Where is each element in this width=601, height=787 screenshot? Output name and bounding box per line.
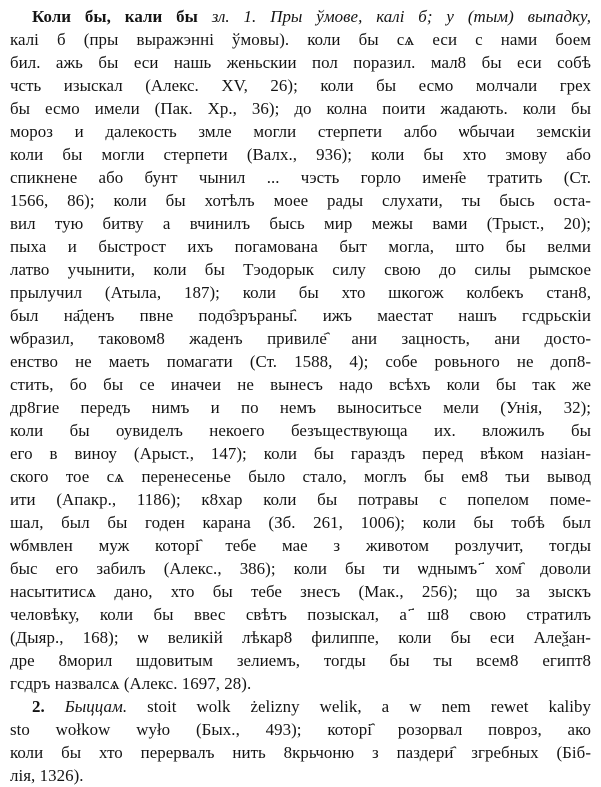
entry-line xyxy=(10,442,591,465)
entry-line xyxy=(10,281,591,304)
sense-1 xyxy=(10,5,591,695)
entry-line xyxy=(10,649,591,672)
entry-line xyxy=(10,258,591,281)
entry-text: спикнене або бунт чынил ... чэсть горло имен҄е тратить (Ст. xyxy=(10,168,591,187)
entry-line xyxy=(10,488,591,511)
entry-line xyxy=(10,235,591,258)
entry-text: гсдръ назвалсѧ (Алекс. 1697, 28). xyxy=(10,674,252,693)
entry-text: мороз и далекость змле могли стерпети албо ѡбычаи земскіи xyxy=(10,122,591,141)
sense-1-definition: зл. 1. Пры ўмове, калі б; у (тым) выпадку, xyxy=(197,7,591,26)
entry-text: калі б (пры выражэнні ўмовы). коли бы сѧ еси с нами боем xyxy=(10,30,591,49)
entry-line xyxy=(10,120,591,143)
entry-text: чсть изыскал (Алекс. XV, 26); коли бы есмо молчали грех xyxy=(10,76,591,95)
entry-text: ского тое сѧ перенесенье было стало, моглъ бы ем8 тьи вывод xyxy=(10,467,591,486)
sense-2 xyxy=(10,695,591,787)
entry-text: (Дыяр., 168); ѡ великій лѣкар8 филиппе, коли бы еси Алеѯан- xyxy=(10,628,591,647)
entry-text: пыха и быстрост ихъ погамована быт могла, што бы велми xyxy=(10,237,591,256)
entry-line xyxy=(10,373,591,396)
headword: Коли бы, кали бы xyxy=(32,7,198,26)
entry-text: прылучил (Атыла, 187); коли бы хто шкогож колбекъ стан8, xyxy=(10,283,591,302)
sense-2-definition: Быццам. xyxy=(44,697,128,716)
entry-line xyxy=(10,465,591,488)
entry-text: бил. ажь бы еси нашь женьскии пол поразил. мал8 бы еси собѣ xyxy=(10,53,591,72)
entry-text: был на҃денъ пвне подо҄зръраны҄. ижъ маестат нашъ гсдрьскіи xyxy=(10,306,591,325)
entry-line xyxy=(10,212,591,235)
entry-line xyxy=(10,51,591,74)
entry-line xyxy=(10,189,591,212)
entry-text: его в виноу (Арыст., 147); коли бы гараздъ перед вѣком назіан- xyxy=(10,444,591,463)
entry-text: быс его забилъ (Алекс., 386); коли бы ти ѡднымъ ҃хом҄ доволи xyxy=(10,559,591,578)
dictionary-entry xyxy=(10,5,591,787)
entry-line xyxy=(10,304,591,327)
entry-line xyxy=(10,764,591,787)
entry-line xyxy=(10,419,591,442)
entry-text: насытитисѧ дано, хто бы тебе знесъ (Мак., 256); що за зыскъ xyxy=(10,582,591,601)
entry-line xyxy=(10,28,591,51)
entry-line xyxy=(10,166,591,189)
entry-text: шал, был бы годен карана (Зб. 261, 1006); коли бы тобѣ был xyxy=(10,513,591,532)
entry-text: коли бы хто перервалъ нить 8крьчоню з паздери҄ згребных (Біб- xyxy=(10,743,591,762)
entry-text: человѣку, коли бы ввес свѣтъ позыскал, а ҃ш8 свою стратилъ xyxy=(10,605,591,624)
entry-line xyxy=(10,695,591,718)
entry-text: латво учынити, коли бы Тэодорык силу свою до силы рымское xyxy=(10,260,591,279)
entry-text: коли бы оувиделъ некоего безъществующа их. вложилъ бы xyxy=(10,421,591,440)
entry-text: sto wołkow wyło (Бых., 493); которі҄ розорвал повроз, ако xyxy=(10,720,591,739)
entry-line xyxy=(10,534,591,557)
entry-line xyxy=(10,718,591,741)
entry-line xyxy=(10,557,591,580)
entry-line xyxy=(10,580,591,603)
entry-line xyxy=(10,97,591,120)
entry-line xyxy=(10,603,591,626)
entry-line xyxy=(10,350,591,373)
entry-text: stoit wolk żelizny welik, a w nem rewet kaliby xyxy=(127,697,591,716)
entry-text: вил тую битву а вчинилъ бысь мир межы вами (Трыст., 20); xyxy=(10,214,591,233)
entry-line xyxy=(10,396,591,419)
entry-text: стить, бо бы се иначеи не вынесъ надо всѣхъ коли бы так же xyxy=(10,375,591,394)
entry-text: енство не маеть помагати (Ст. 1588, 4); собе ровьного не доп8- xyxy=(10,352,591,371)
entry-line xyxy=(10,626,591,649)
entry-line xyxy=(10,741,591,764)
entry-line xyxy=(10,5,591,28)
entry-line xyxy=(10,511,591,534)
entry-text: лія, 1326). xyxy=(10,766,84,785)
entry-text: 1566, 86); коли бы хотѣлъ моее рады слухати, ты бысь оста- xyxy=(10,191,591,210)
entry-text: бы есмо имели (Пак. Хр., 36); до колна поити жадають. коли бы xyxy=(10,99,591,118)
entry-text: ити (Апакр., 1186); к8хар коли бы потравы с попелом поме- xyxy=(10,490,591,509)
entry-line xyxy=(10,74,591,97)
entry-line xyxy=(10,327,591,350)
entry-line xyxy=(10,672,591,695)
entry-text: дре 8морил шдовитым зелиемъ, тогды бы ты всем8 египт8 xyxy=(10,651,591,670)
entry-text: ѡбмвлен муж которі҄ тебе мае з животом розлучит, тогды xyxy=(10,536,591,555)
entry-line xyxy=(10,143,591,166)
sense-number: 2. xyxy=(32,697,45,716)
entry-text: др8гие передъ нимъ и по немъ выноситьсе мели (Унія, 32); xyxy=(10,398,591,417)
entry-text: ѡбразил, таковом8 жаденъ привиле҄ ани зацность, ани досто- xyxy=(10,329,591,348)
entry-text: коли бы могли стерпети (Валх., 936); коли бы хто змову або xyxy=(10,145,591,164)
